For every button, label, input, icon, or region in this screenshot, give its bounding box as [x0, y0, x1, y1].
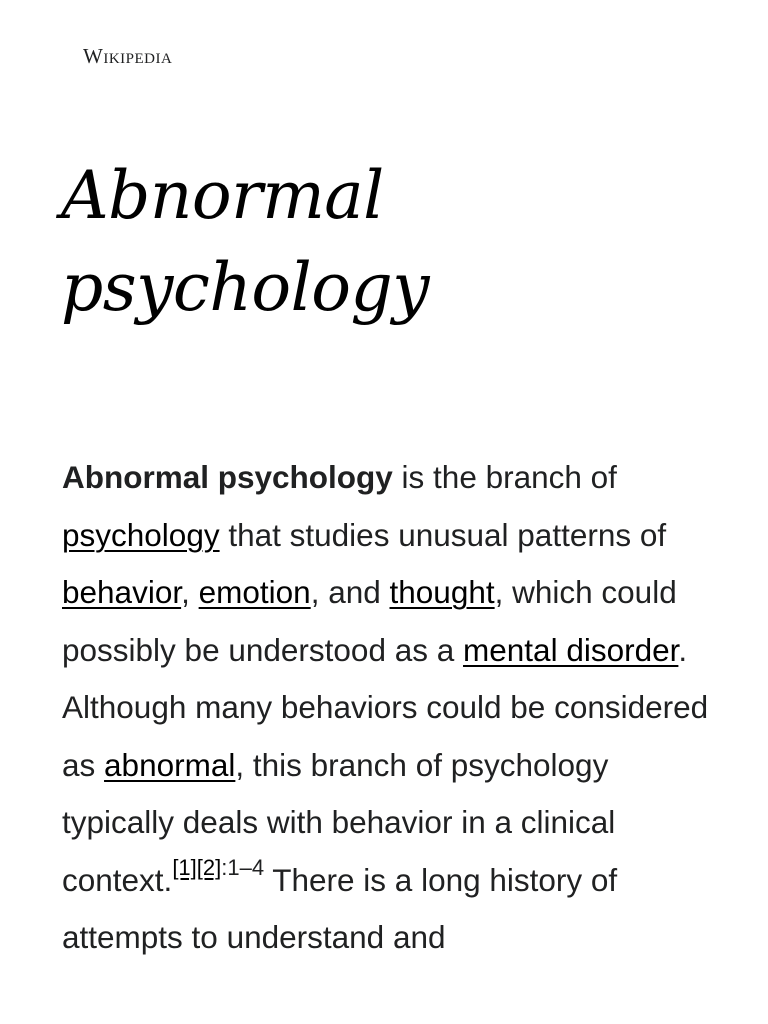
- wikipedia-wordmark[interactable]: Wikipedia: [83, 44, 173, 68]
- intro-paragraph: [62, 449, 712, 967]
- intro-text: , and: [310, 574, 390, 610]
- link-psychology[interactable]: psychology: [62, 516, 220, 553]
- intro-text: ,: [181, 574, 199, 610]
- title-line-1: Abnormal: [61, 157, 384, 234]
- intro-text: There is a long history of attempts to understand and: [62, 861, 618, 955]
- bold-term: Abnormal psychology: [62, 459, 393, 495]
- intro-text: . Although many behaviors could be considered as: [62, 631, 709, 783]
- link-abnormal[interactable]: abnormal: [104, 746, 236, 783]
- page-title: [61, 150, 721, 334]
- citation: [172, 855, 264, 880]
- link-mental-disorder[interactable]: mental disorder: [463, 631, 679, 668]
- citation-pages: :1–4: [221, 855, 265, 880]
- title-line-2: psychology: [61, 249, 429, 326]
- intro-text: is the branch of: [392, 459, 617, 495]
- link-thought[interactable]: thought: [389, 574, 495, 610]
- link-emotion[interactable]: emotion: [198, 574, 311, 610]
- link-behavior[interactable]: behavior: [62, 574, 182, 610]
- intro-text: , this branch of psychology typically deals with behavior in a clinical context.: [62, 746, 616, 898]
- intro-text: that studies unusual patterns of: [219, 516, 667, 553]
- citation-ref-1[interactable]: [1]: [172, 855, 197, 880]
- citation-ref-2[interactable]: [2]: [196, 855, 222, 880]
- intro-text: , which could possibly be understood as a: [62, 574, 677, 668]
